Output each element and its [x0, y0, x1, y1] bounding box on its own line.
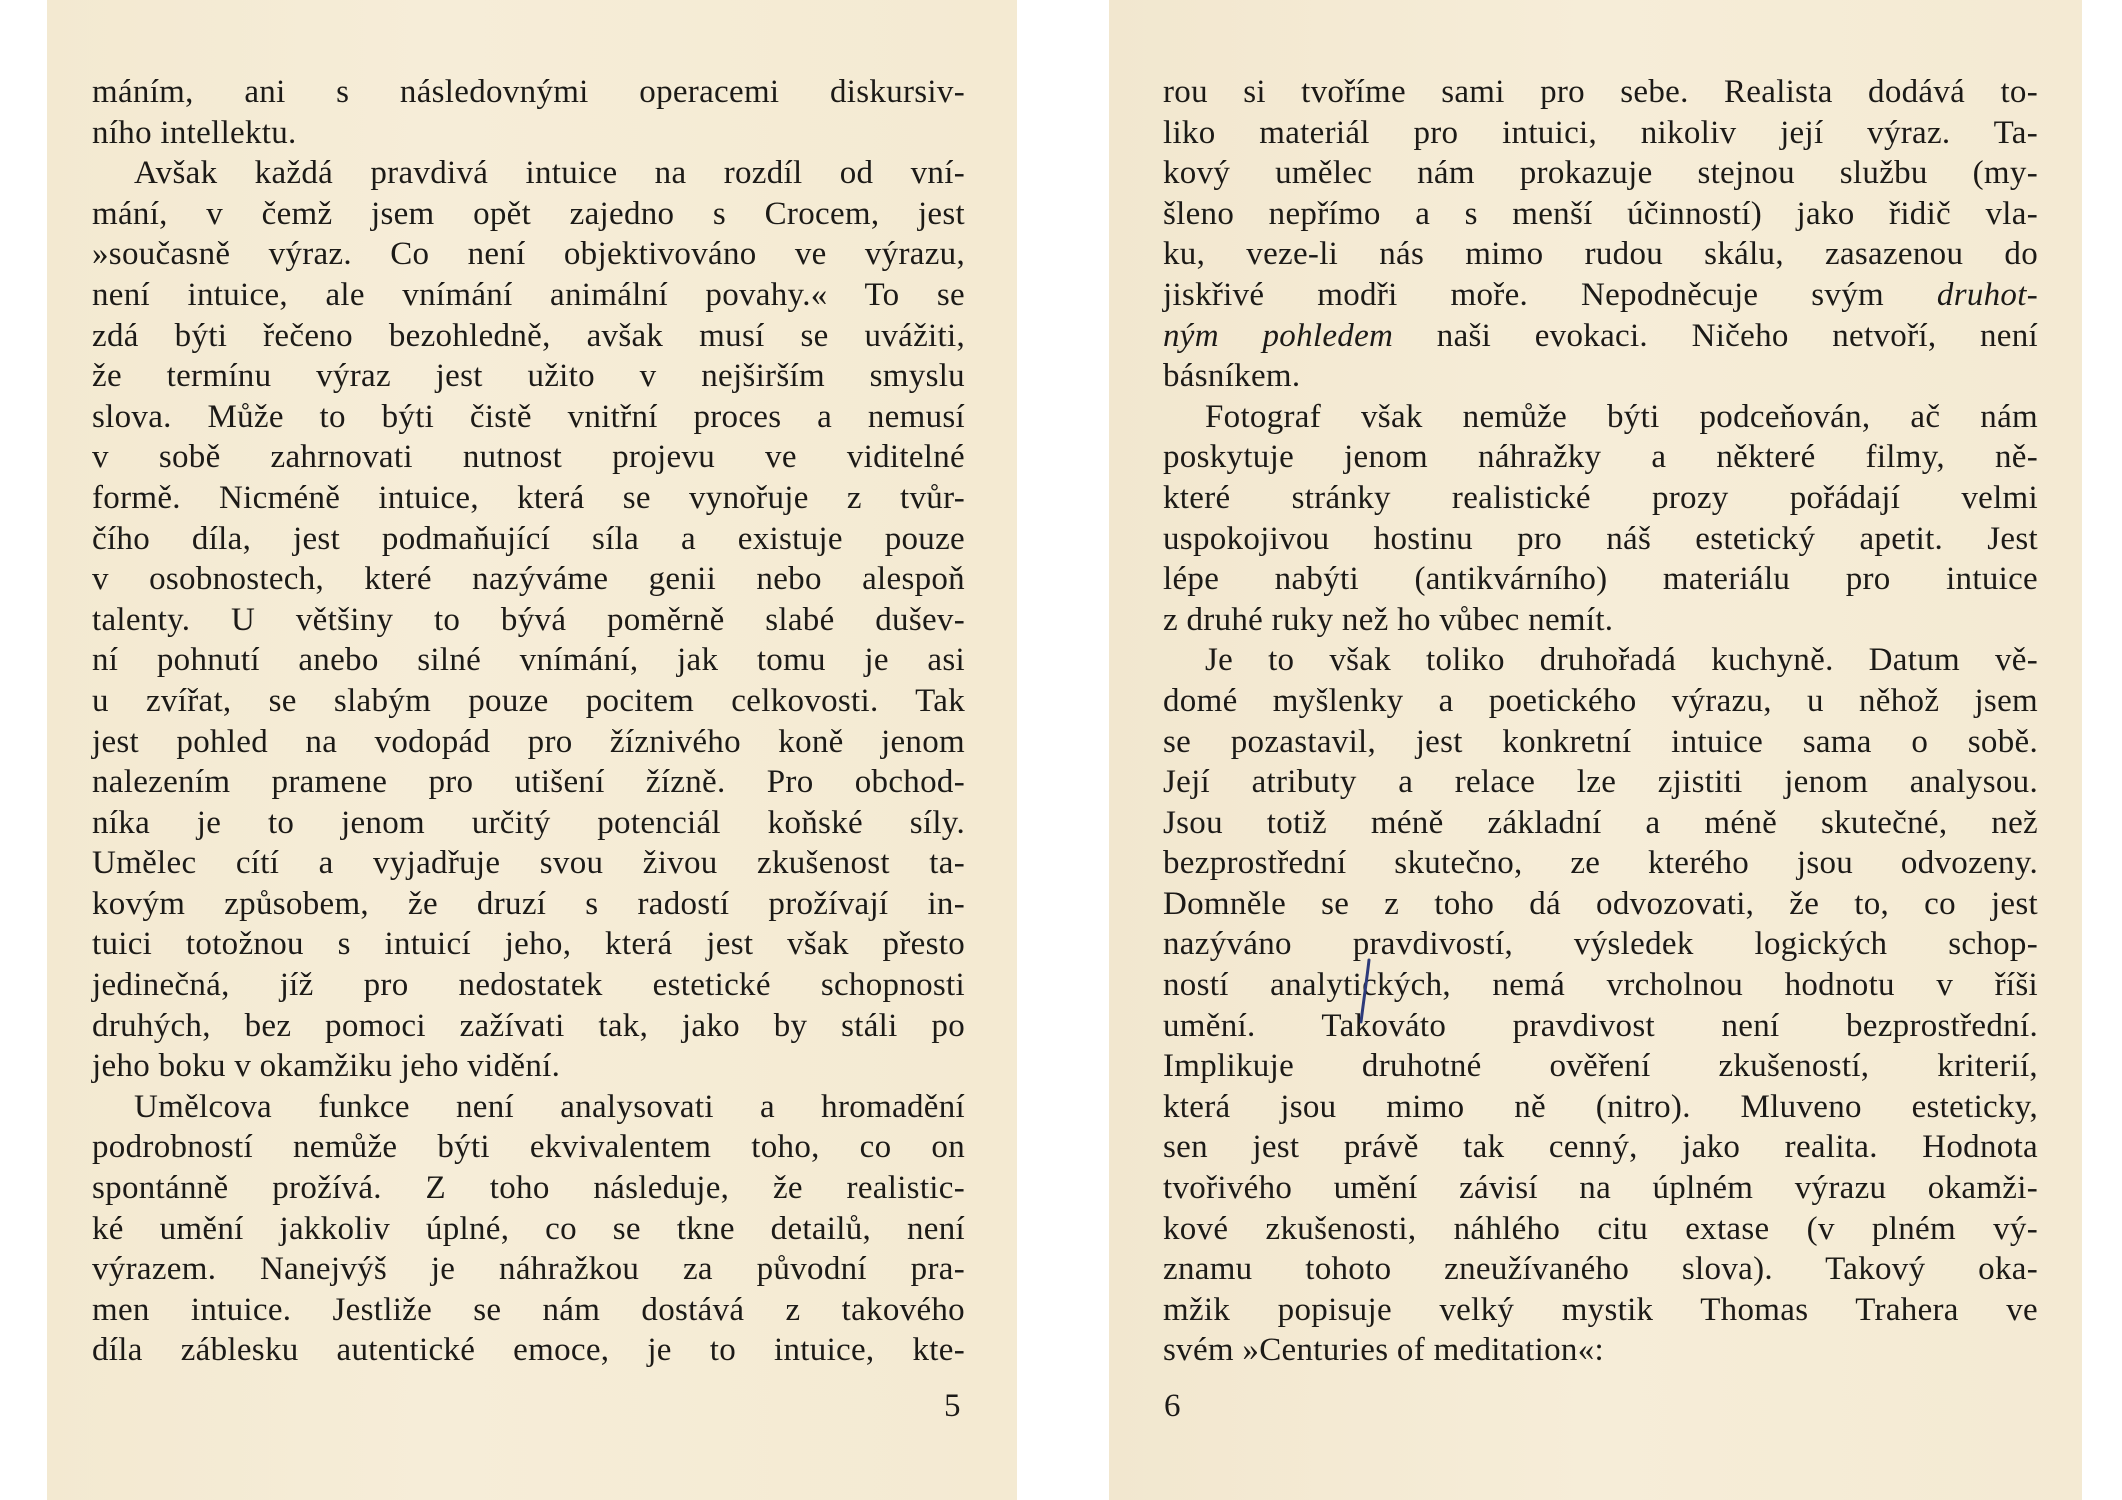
page-number: 6 — [1164, 1388, 1181, 1424]
text-line: tuici totožnou s intuicí jeho, která jest však přesto — [92, 926, 965, 963]
text-line: v osobnostech, které nazýváme genii nebo alespoň — [92, 561, 965, 598]
text-line: formě. Nicméně intuice, která se vynořuje z tvůr- — [92, 479, 965, 516]
text-line: Je to však toliko druhořadá kuchyně. Datum vě- — [1205, 642, 2038, 679]
text-line: mání, v čemž jsem opět zajedno s Crocem, jest — [92, 195, 965, 232]
right-page-text — [1163, 72, 2038, 1371]
text-line: ností analytických, nemá vrcholnou hodnotu v říši — [1163, 967, 2038, 1004]
left-page-text — [92, 72, 965, 1371]
text-line: poskytuje jenom náhražky a některé filmy, ně- — [1163, 439, 2038, 476]
text-line: ního intellektu. — [92, 114, 297, 151]
text-line: díla záblesku autentické emoce, je to intuice, kte- — [92, 1332, 965, 1369]
text-line: men intuice. Jestliže se nám dostává z takového — [92, 1291, 965, 1328]
text-line: lépe nabýti (antikvárního) materiálu pro intuice — [1163, 561, 2038, 598]
text-line: Umělcova funkce není analysovati a hromadění — [134, 1088, 965, 1125]
text-line: rou si tvoříme sami pro sebe. Realista dodává to- — [1163, 74, 2038, 110]
text-line — [1163, 316, 2038, 357]
right-page — [1109, 0, 2082, 1500]
text-line: jedinečná, jíž pro nedostatek estetické schopnosti — [92, 967, 965, 1004]
page-number: 5 — [944, 1388, 961, 1424]
text-segment: naši evokaci. Ničeho netvoří, není — [1393, 317, 2038, 354]
text-line: podrobností nemůže býti ekvivalentem toho, co on — [92, 1129, 965, 1166]
text-line: Avšak každá pravdivá intuice na rozdíl od vní- — [134, 155, 965, 192]
text-line: svém »Centuries of meditation«: — [1163, 1332, 1604, 1369]
text-segment: jiskřivé modři moře. Nepodněcuje svým — [1163, 276, 1937, 313]
text-line: Domněle se z toho dá odvozovati, že to, co jest — [1163, 885, 2038, 922]
text-line: se pozastavil, jest konkretní intuice sama o sobě. — [1163, 723, 2038, 760]
text-line: Umělec cítí a vyjadřuje svou živou zkušenost ta- — [92, 845, 965, 882]
text-line: kové zkušenosti, náhlého citu extase (v plném vý- — [1163, 1210, 2038, 1247]
text-line: uspokojivou hostinu pro náš estetický apetit. Jest — [1163, 520, 2038, 557]
text-line: níka je to jenom určitý potenciál koňské síly. — [92, 804, 965, 841]
text-line: Fotograf však nemůže býti podceňován, ač nám — [1205, 398, 2038, 435]
text-line: mžik popisuje velký mystik Thomas Trahera ve — [1163, 1291, 2038, 1328]
text-line: talenty. U většiny to bývá poměrně slabé dušev- — [92, 601, 965, 638]
text-line: Implikuje druhotné ověření zkušeností, kriterií, — [1163, 1048, 2038, 1085]
text-line: nalezením pramene pro utišení žízně. Pro obchod- — [92, 764, 965, 801]
text-line: znamu tohoto zneužívaného slova). Takový oka- — [1163, 1251, 2038, 1288]
text-line: ní pohnutí anebo silné vnímání, jak tomu je asi — [92, 642, 965, 679]
pen-mark — [1358, 958, 1372, 1024]
text-line: spontánně prožívá. Z toho následuje, že realistic- — [92, 1170, 965, 1207]
text-line: bezprostřední skutečno, ze kterého jsou odvozeny. — [1163, 845, 2038, 882]
text-line: slova. Může to býti čistě vnitřní proces a nemusí — [92, 398, 965, 435]
text-line: jest pohled na vodopád pro žíznivého koně jenom — [92, 723, 965, 760]
text-line: výrazem. Nanejvýš je náhražkou za původní pra- — [92, 1251, 965, 1288]
text-line: není intuice, ale vnímání animální povahy.« To se — [92, 276, 965, 313]
text-line: liko materiál pro intuici, nikoliv její výraz. Ta- — [1163, 114, 2038, 151]
text-line: u zvířat, se slabým pouze pocitem celkovosti. Tak — [92, 682, 965, 719]
text-line: ké umění jakkoliv úplné, co se tkne detailů, není — [92, 1210, 965, 1247]
text-line: čího díla, jest podmaňující síla a existuje pouze — [92, 520, 965, 557]
text-line: domé myšlenky a poetického výrazu, u něhož jsem — [1163, 682, 2038, 719]
text-line — [1163, 275, 2038, 316]
text-line: básníkem. — [1163, 358, 1301, 395]
text-line: nazýváno pravdivostí, výsledek logických schop- — [1163, 926, 2038, 963]
text-line: Její atributy a relace lze zjistiti jenom analysou. — [1163, 764, 2038, 801]
text-line: v sobě zahrnovati nutnost projevu ve viditelné — [92, 439, 965, 476]
italic-phrase: ným pohledem — [1163, 317, 1394, 354]
text-line: Jsou totiž méně základní a méně skutečné, než — [1163, 804, 2038, 841]
text-line: druhých, bez pomoci zažívati tak, jako by stáli po — [92, 1007, 965, 1044]
text-line: že termínu výraz jest užito v nejširším smyslu — [92, 358, 965, 395]
left-page — [47, 0, 1017, 1500]
text-line: kový umělec nám prokazuje stejnou službu (my- — [1163, 155, 2038, 192]
text-line: jeho boku v okamžiku jeho vidění. — [92, 1048, 561, 1085]
italic-word: druhot- — [1936, 276, 2038, 313]
text-line: které stránky realistické prozy pořádají velmi — [1163, 479, 2038, 516]
text-line: »současně výraz. Co není objektivováno ve výrazu, — [92, 236, 965, 273]
text-line: šleno nepřímo a s menší účinností) jako řidič vla- — [1163, 195, 2038, 232]
text-line: ku, veze-li nás mimo rudou skálu, zasazenou do — [1163, 236, 2038, 273]
text-line: tvořivého umění závisí na úplném výrazu okamži- — [1163, 1170, 2038, 1207]
text-line: sen jest právě tak cenný, jako realita. Hodnota — [1163, 1129, 2038, 1166]
text-line: máním, ani s následovnými operacemi diskursiv- — [92, 74, 965, 110]
text-line: zdá býti řečeno bezohledně, avšak musí se uvážiti, — [92, 317, 965, 354]
text-line: kovým způsobem, že druzí s radostí prožívají in- — [92, 885, 965, 922]
text-line: umění. Takováto pravdivost není bezprostřední. — [1163, 1007, 2038, 1044]
text-line: z druhé ruky než ho vůbec nemít. — [1163, 601, 1614, 638]
text-line: která jsou mimo ně (nitro). Mluveno esteticky, — [1163, 1088, 2038, 1125]
